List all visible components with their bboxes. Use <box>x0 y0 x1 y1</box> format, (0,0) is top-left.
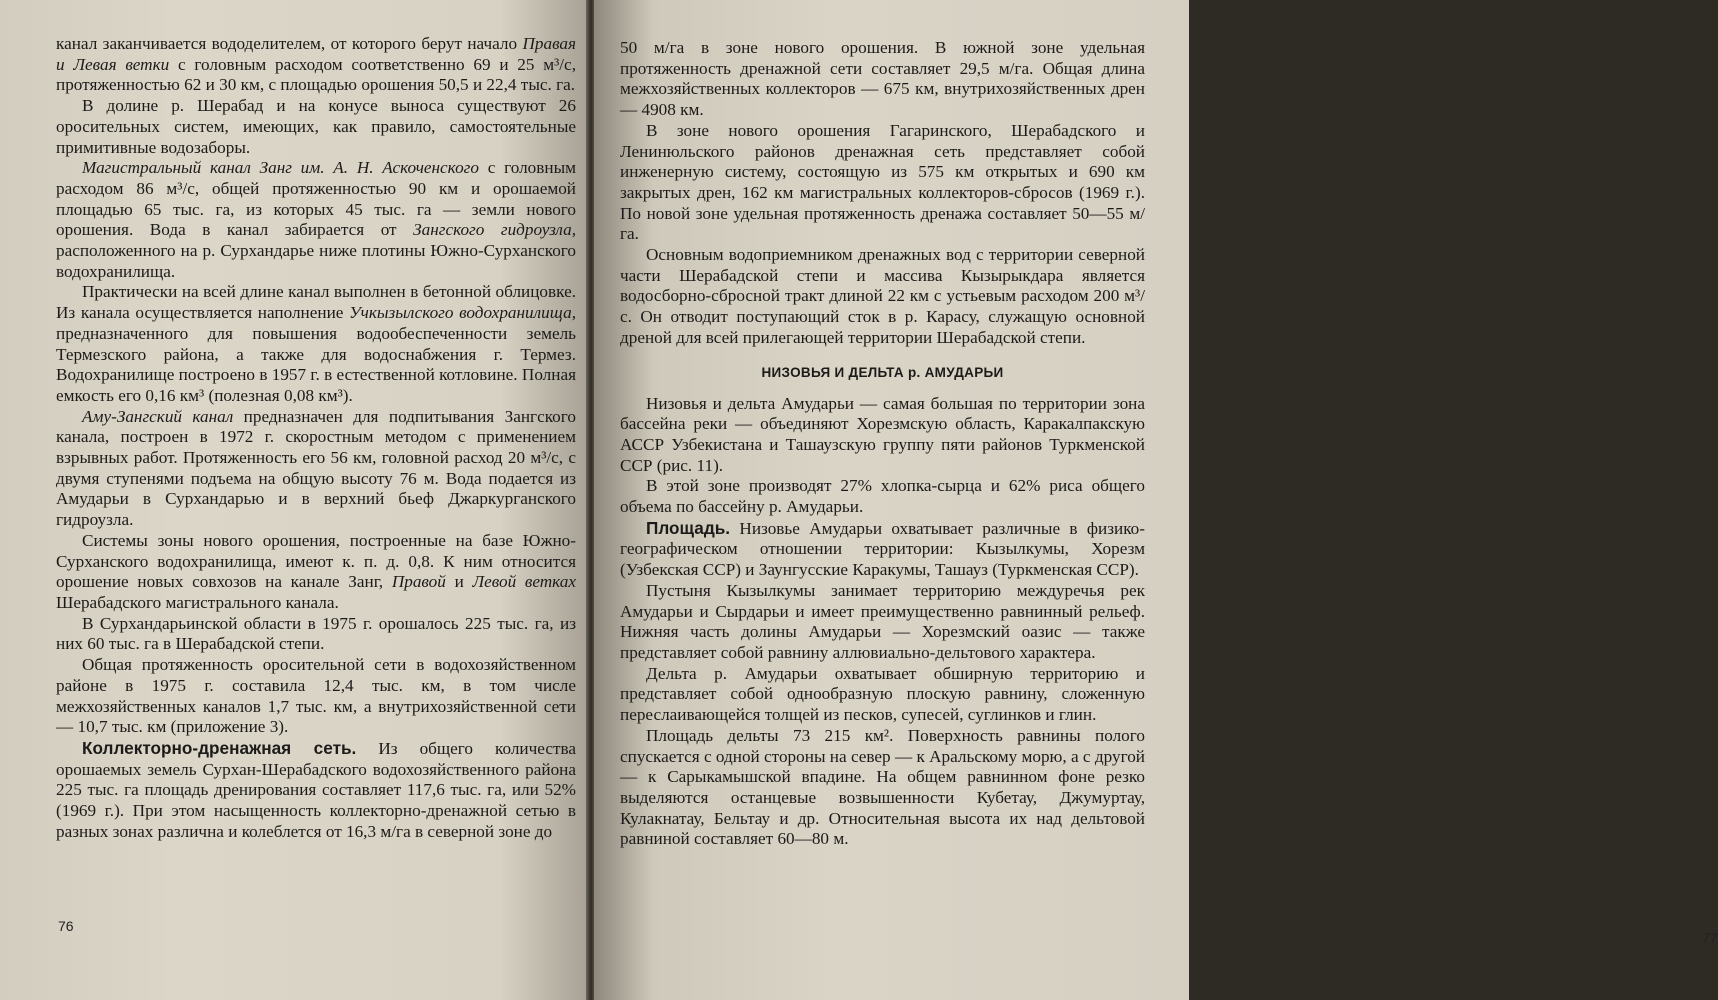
text-bold: Коллекторно-дренажная сеть. <box>82 737 357 758</box>
paragraph <box>56 407 576 531</box>
text: Низовье Амударьи охватывает различные в физико-географическом отношении территории: Кызылкумы, Хорезм (Узбекская ССР) и Заунгусские Каракумы, Ташауз (Туркменская ССР). <box>620 518 1145 580</box>
text: Системы зоны нового орошения, построенные на базе Южно-Сурханского водохранилища, имеют к. п. д. 0,8. К ним относится орошение новых совхозов на канале Занг, <box>56 530 576 592</box>
paragraph: Общая протяженность оросительной сети в водохозяйственном районе в 1975 г. составила 12,4 тыс. км, в том числе межхозяйственных каналов 1,7 тыс. км, а внутрихозяйственной сети — 10,7 тыс. км (приложение 3). <box>56 655 576 737</box>
page-number: 77 <box>1702 930 1718 946</box>
paragraph: 50 м/га в зоне нового орошения. В южной зоне удельная протяженность дренажной сети составляет 29,5 м/га. Общая длина межхозяйственных коллекторов — 675 км, внутрихозяйственных дрен — 4908 км. <box>620 38 1145 120</box>
text: с головным расходом 86 м³/с, общей протяженностью 90 км и орошаемой площадью 65 тыс. га, из которых 45 тыс. га — земли нового орошения. Вода в канал забирается от <box>56 158 576 240</box>
paragraph <box>56 34 576 96</box>
text-italic: Зангского гидроузла, <box>413 220 576 240</box>
paragraph <box>56 282 576 406</box>
right-page <box>594 0 1718 1000</box>
text: предназначенного для повышения водообеспеченности земель Термезского района, а также для водоснабжения г. Термез. Водохранилище построено в 1957 г. в естественной котловине. Полная емкость его 0,16 км³ (полезная 0,08 км³). <box>56 323 576 405</box>
paragraph: Дельта р. Амударьи охватывает обширную территорию и представляет собой однообразную плоскую равнину, сложенную переслаивающейся толщей из песков, супесей, суглинков и глин. <box>620 663 1145 725</box>
text-italic: Левой ветках <box>472 572 576 592</box>
paragraph: В долине р. Шерабад и на конусе выноса существуют 26 оросительных систем, имеющих, как правило, самостоятельные примитивные водозаборы. <box>56 96 576 157</box>
text-bold: Площадь. <box>646 517 731 538</box>
text-italic: Аму-Зангский канал <box>82 406 234 426</box>
text-italic: Магистральный канал Занг им. А. Н. Аскоченского <box>82 158 479 178</box>
paragraph: Основным водоприемником дренажных вод с территории северной части Шерабадской степи и массива Кызырыкдара является водосборно-сбросной тракт длиной 22 км с устьевым расходом 200 м³/с. Он отводит поступающий сток в р. Карасу, служащую основной дреной для всей прилегающей территории Шерабадской степи. <box>620 245 1145 347</box>
paragraph <box>56 158 576 282</box>
page-number: 76 <box>58 918 74 934</box>
paragraph: В этой зоне производят 27% хлопка-сырца и 62% риса общего объема по бассейну р. Амударьи. <box>620 476 1145 517</box>
paragraph <box>620 518 1145 581</box>
text-italic: Правая и Левая ветки <box>56 34 576 74</box>
paragraph <box>56 531 576 614</box>
paragraph: В зоне нового орошения Гагаринского, Шерабадского и Ленинюльского районов дренажная сеть представляет собой инженерную систему, состоящую из 575 км открытых и 690 км закрытых дрен, 162 км магистральных коллекторов-сбросов (1969 г.). По новой зоне удельная протяженность дренажа составляет 50—55 м/га. <box>620 120 1145 244</box>
paragraph <box>56 738 576 843</box>
text: и <box>445 572 473 592</box>
section-heading: НИЗОВЬЯ И ДЕЛЬТА р. АМУДАРЬИ <box>761 364 1004 380</box>
text: Шерабадского магистрального канала. <box>56 592 339 612</box>
text-italic: Учкызылского водохранилища, <box>349 303 577 323</box>
text: предназначен для подпитывания Зангского канала, построен в 1972 г. скоростным методом с применением взрывных работ. Протяженность его 56 км, головной расход 20 м³/с, с двумя ступенями подъема на общую высоту 76 м. Вода подается из Амударьи в Сурхандарью и в верхний бьеф Джаркурганского гидроузла. <box>56 406 576 530</box>
paragraph: Площадь дельты 73 215 км². Поверхность равнины полого спускается с одной стороны на север — к Аральскому морю, а с другой — к Сарыкамышской впадине. На общем равнинном фоне резко выделяются останцевые возвышенности Кубетау, Джумуртау, Кулакнатау, Бельтау и др. Относительная высота их над дельтовой равниной составляет 60—80 м. <box>620 725 1145 849</box>
text: расположенного на р. Сурхандарье ниже плотины Южно-Сурханского водохранилища. <box>56 241 576 281</box>
left-page <box>0 0 588 1000</box>
text: Из общего количества орошаемых земель Сурхан-Шерабадского водохозяйственного района 225 тыс. га площадь дренирования составляет 117,6 тыс. га, или 52% (1969 г.). При этом насыщенность коллекторно-дренажной сетью в разных зонах различна и колеблется от 16,3 м/га в северной зоне до <box>56 738 576 841</box>
paragraph: Пустыня Кызылкумы занимает территорию междуречья рек Амударьи и Сырдарьи и имеет преимущественно равнинный рельеф. Нижняя часть долины Амударьи — Хорезмский оазис — также представляет собой равнину аллювиально-дельтового характера. <box>620 580 1145 662</box>
text: с головным расходом соответственно 69 и 25 м³/с, протяженностью 62 и 30 км, с площадью орошения 50,5 и 22,4 тыс. га. <box>56 54 576 95</box>
text-italic: Правой <box>391 572 446 592</box>
paragraph: Низовья и дельта Амударьи — самая большая по территории зона бассейна реки — объединяют Хорезмскую область, Каракалпакскую АССР Узбекистана и Ташаузскую группу пяти районов Туркменской ССР (рис. 11). <box>620 393 1145 475</box>
text: Практически на всей длине канал выполнен в бетонной облицовке. Из канала осуществляется наполнение <box>56 282 576 323</box>
text: канал заканчивается вододелителем, от которого берут начало <box>56 34 523 53</box>
paragraph: В Сурхандарьинской области в 1975 г. орошалось 225 тыс. га, из них 60 тыс. га в Шерабадской степи. <box>56 613 576 654</box>
